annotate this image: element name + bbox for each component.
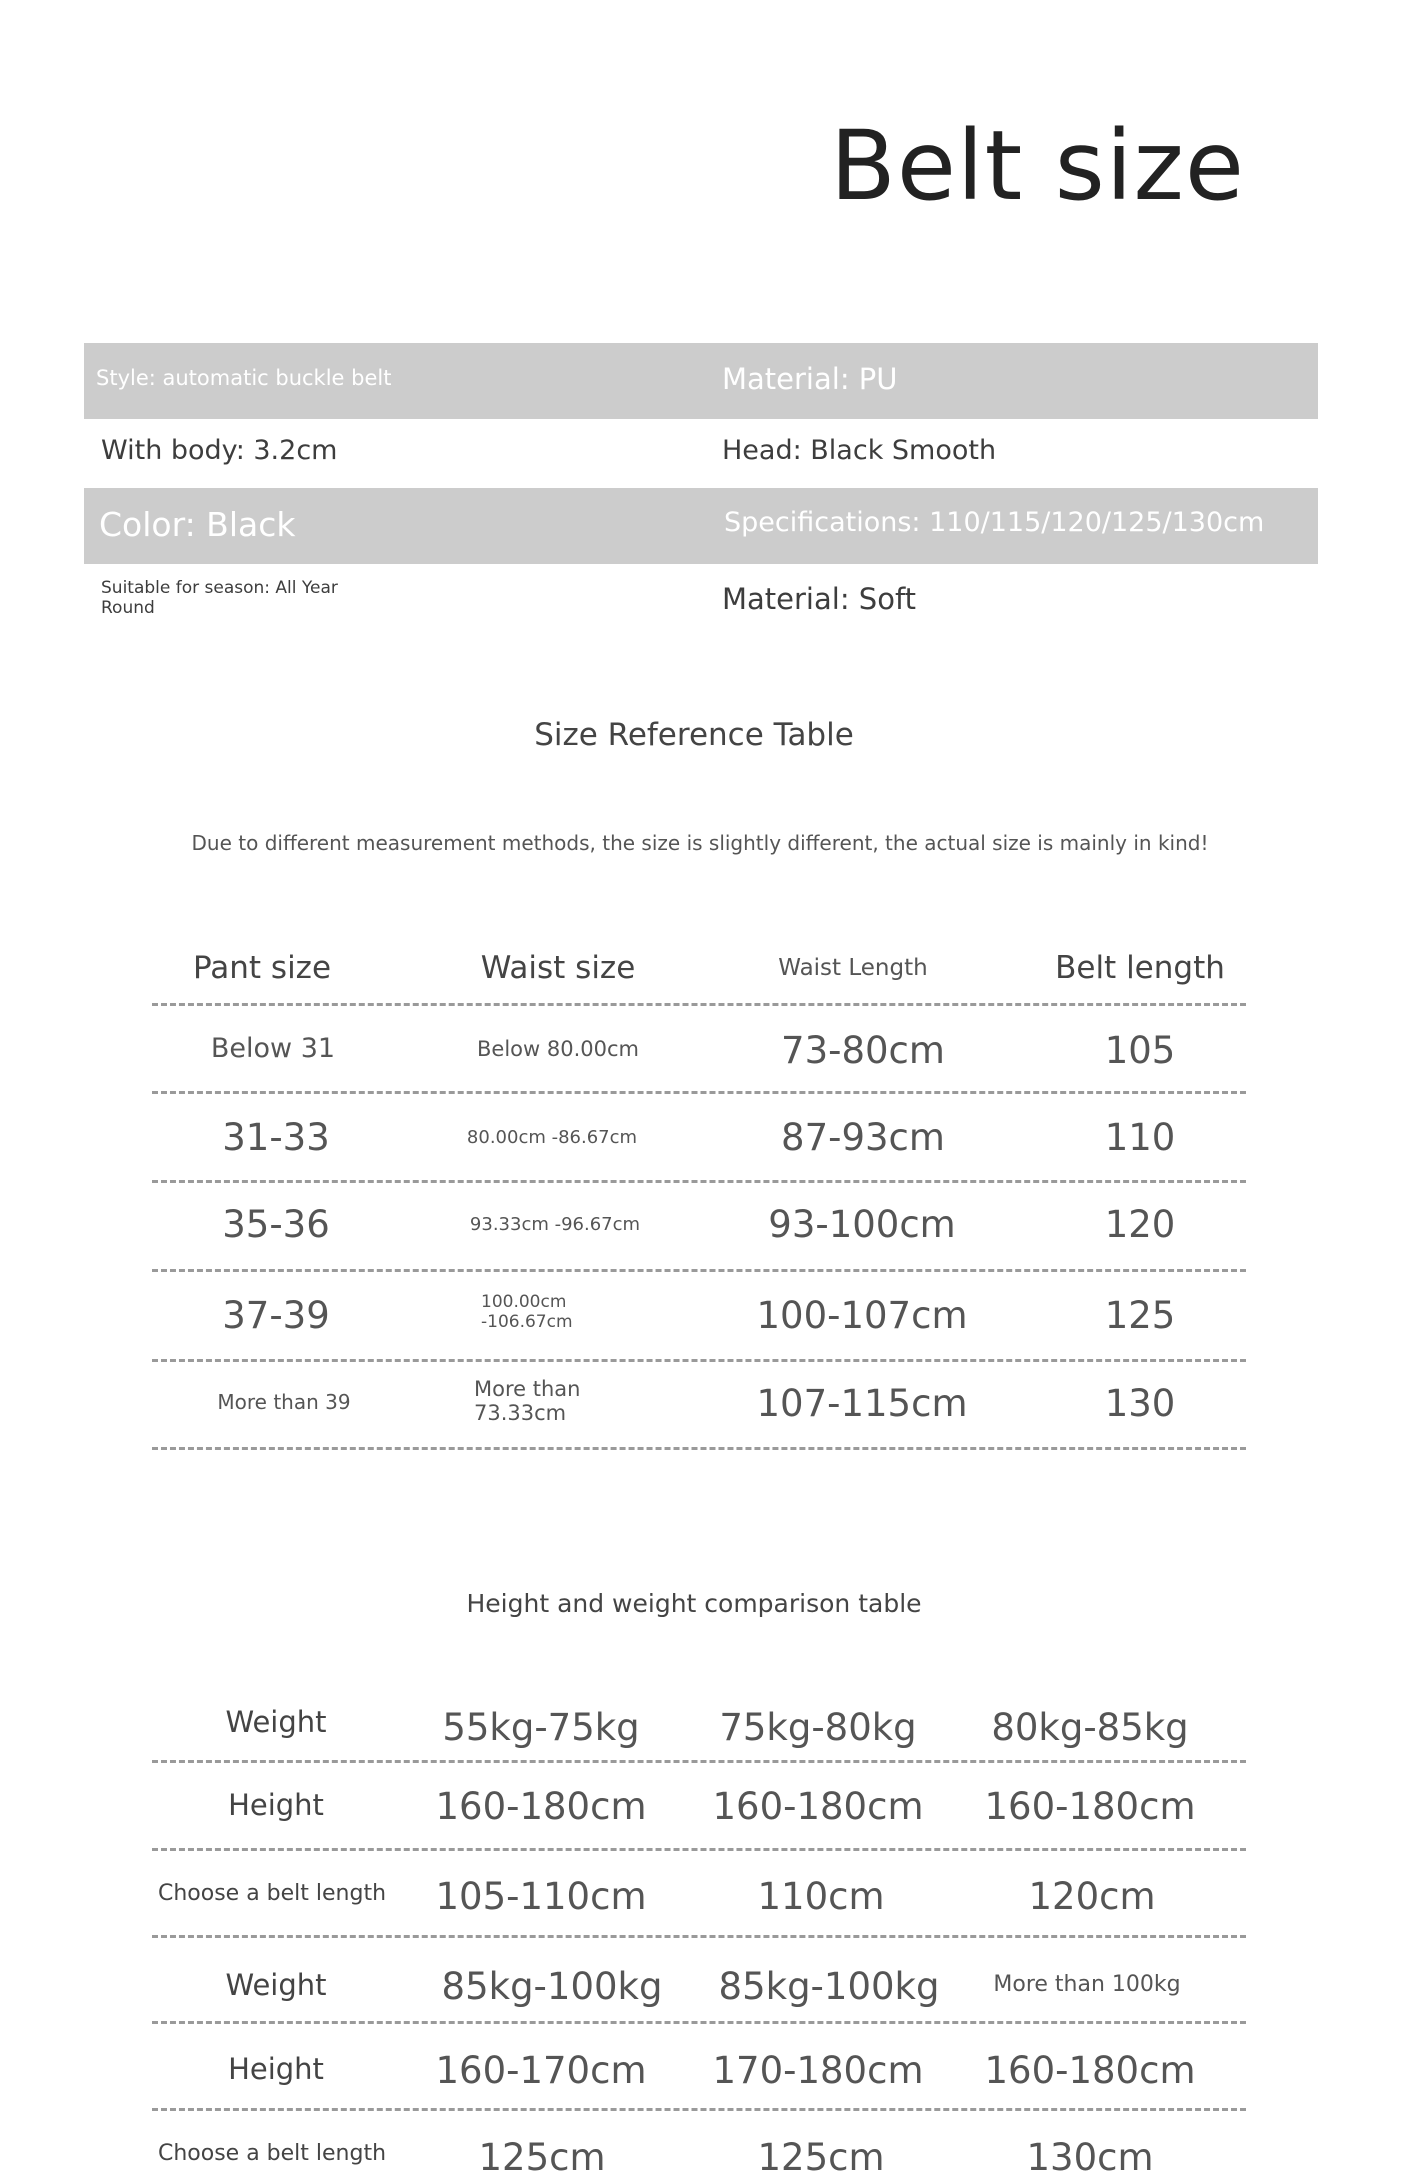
hw-row5-c2: 170-180cm: [712, 2049, 924, 2092]
spec-season-line-2: Round: [101, 598, 155, 618]
row1-waist-size: Below 80.00cm: [477, 1037, 639, 1061]
row2-waist-size: 80.00cm -86.67cm: [466, 1127, 638, 1148]
row5-waist-size-line-2: 73.33cm: [474, 1401, 567, 1425]
row1-pant: Below 31: [210, 1033, 336, 1064]
hw-row2-c1: 160-180cm: [435, 1785, 647, 1828]
row4-waist-length: 100-107cm: [756, 1294, 968, 1337]
row4-waist-size-line-1: 100.00cm: [481, 1292, 567, 1312]
hw-row6-c1: 125cm: [478, 2136, 606, 2179]
divider: [152, 2021, 1246, 2024]
spec-width: With body: 3.2cm: [101, 435, 338, 466]
header-waist-length: Waist Length: [778, 955, 928, 981]
row5-belt: 130: [1104, 1382, 1176, 1425]
row3-pant: 35-36: [222, 1203, 330, 1246]
spec-season-line-1: Suitable for season: All Year: [101, 578, 338, 598]
row4-waist-size: [481, 1292, 573, 1332]
hw-row2-label: Height: [228, 1788, 324, 1822]
hw-row6-label: Choose a belt length: [157, 2141, 387, 2166]
spec-style: Style: automatic buckle belt: [96, 366, 392, 390]
hw-row3-c3: 120cm: [1028, 1875, 1156, 1918]
row3-waist-length: 93-100cm: [768, 1203, 956, 1246]
spec-specifications: Specifications: 110/115/120/125/130cm: [724, 507, 1265, 538]
size-table-title: Size Reference Table: [534, 717, 854, 753]
hw-row6-c2: 125cm: [757, 2136, 885, 2179]
hw-row4-c1: 85kg-100kg: [441, 1965, 663, 2008]
row4-belt: 125: [1104, 1294, 1176, 1337]
row5-waist-size-line-1: More than: [474, 1377, 581, 1401]
divider: [152, 1447, 1246, 1450]
page-title: Belt size: [830, 110, 1245, 222]
row5-waist-length: 107-115cm: [756, 1382, 968, 1425]
hw-row3-c2: 110cm: [757, 1875, 885, 1918]
row5-waist-size: [474, 1377, 580, 1425]
row2-belt: 110: [1104, 1116, 1176, 1159]
size-table-note: Due to different measurement methods, the size is slightly different, the actual size is mainly in kind!: [191, 831, 1209, 855]
hw-row3-label: Choose a belt length: [157, 1881, 387, 1906]
row3-belt: 120: [1104, 1203, 1176, 1246]
divider: [152, 2108, 1246, 2111]
row2-waist-length: 87-93cm: [781, 1116, 945, 1159]
hw-row5-label: Height: [228, 2052, 324, 2086]
divider: [152, 1091, 1246, 1094]
hw-row4-c3: More than 100kg: [993, 1972, 1181, 1997]
row5-pant: More than 39: [217, 1390, 351, 1414]
hw-row2-c2: 160-180cm: [712, 1785, 924, 1828]
hw-row4-label: Weight: [225, 1968, 327, 2002]
spec-material: Material: PU: [722, 362, 898, 396]
hw-row5-c3: 160-180cm: [984, 2049, 1196, 2092]
hw-row4-c2: 85kg-100kg: [718, 1965, 940, 2008]
spec-head: Head: Black Smooth: [722, 435, 997, 466]
row3-waist-size: 93.33cm -96.67cm: [469, 1214, 641, 1235]
hw-row1-label: Weight: [225, 1705, 327, 1739]
spec-material-soft: Material: Soft: [722, 582, 917, 616]
row4-pant: 37-39: [222, 1294, 330, 1337]
header-belt-length: Belt length: [1055, 950, 1225, 986]
row2-pant: 31-33: [222, 1116, 330, 1159]
divider: [152, 1848, 1246, 1851]
hw-row1-c3: 80kg-85kg: [991, 1706, 1189, 1749]
header-waist-size: Waist size: [480, 950, 636, 986]
divider: [152, 1760, 1246, 1763]
divider: [152, 1935, 1246, 1938]
hw-row2-c3: 160-180cm: [984, 1785, 1196, 1828]
row1-belt: 105: [1104, 1029, 1176, 1072]
hw-row1-c2: 75kg-80kg: [719, 1706, 917, 1749]
divider: [152, 1359, 1246, 1362]
divider: [152, 1180, 1246, 1183]
hw-row3-c1: 105-110cm: [435, 1875, 647, 1918]
row1-waist-length: 73-80cm: [781, 1029, 945, 1072]
header-pant-size: Pant size: [192, 950, 332, 986]
row4-waist-size-line-2: -106.67cm: [481, 1312, 573, 1332]
divider: [152, 1269, 1246, 1272]
hw-row5-c1: 160-170cm: [435, 2049, 647, 2092]
divider: [152, 1003, 1246, 1006]
spec-season: [101, 578, 338, 618]
hw-row6-c3: 130cm: [1026, 2136, 1154, 2179]
hw-table-title: Height and weight comparison table: [466, 1589, 922, 1618]
hw-row1-c1: 55kg-75kg: [442, 1706, 640, 1749]
spec-color: Color: Black: [99, 505, 296, 544]
